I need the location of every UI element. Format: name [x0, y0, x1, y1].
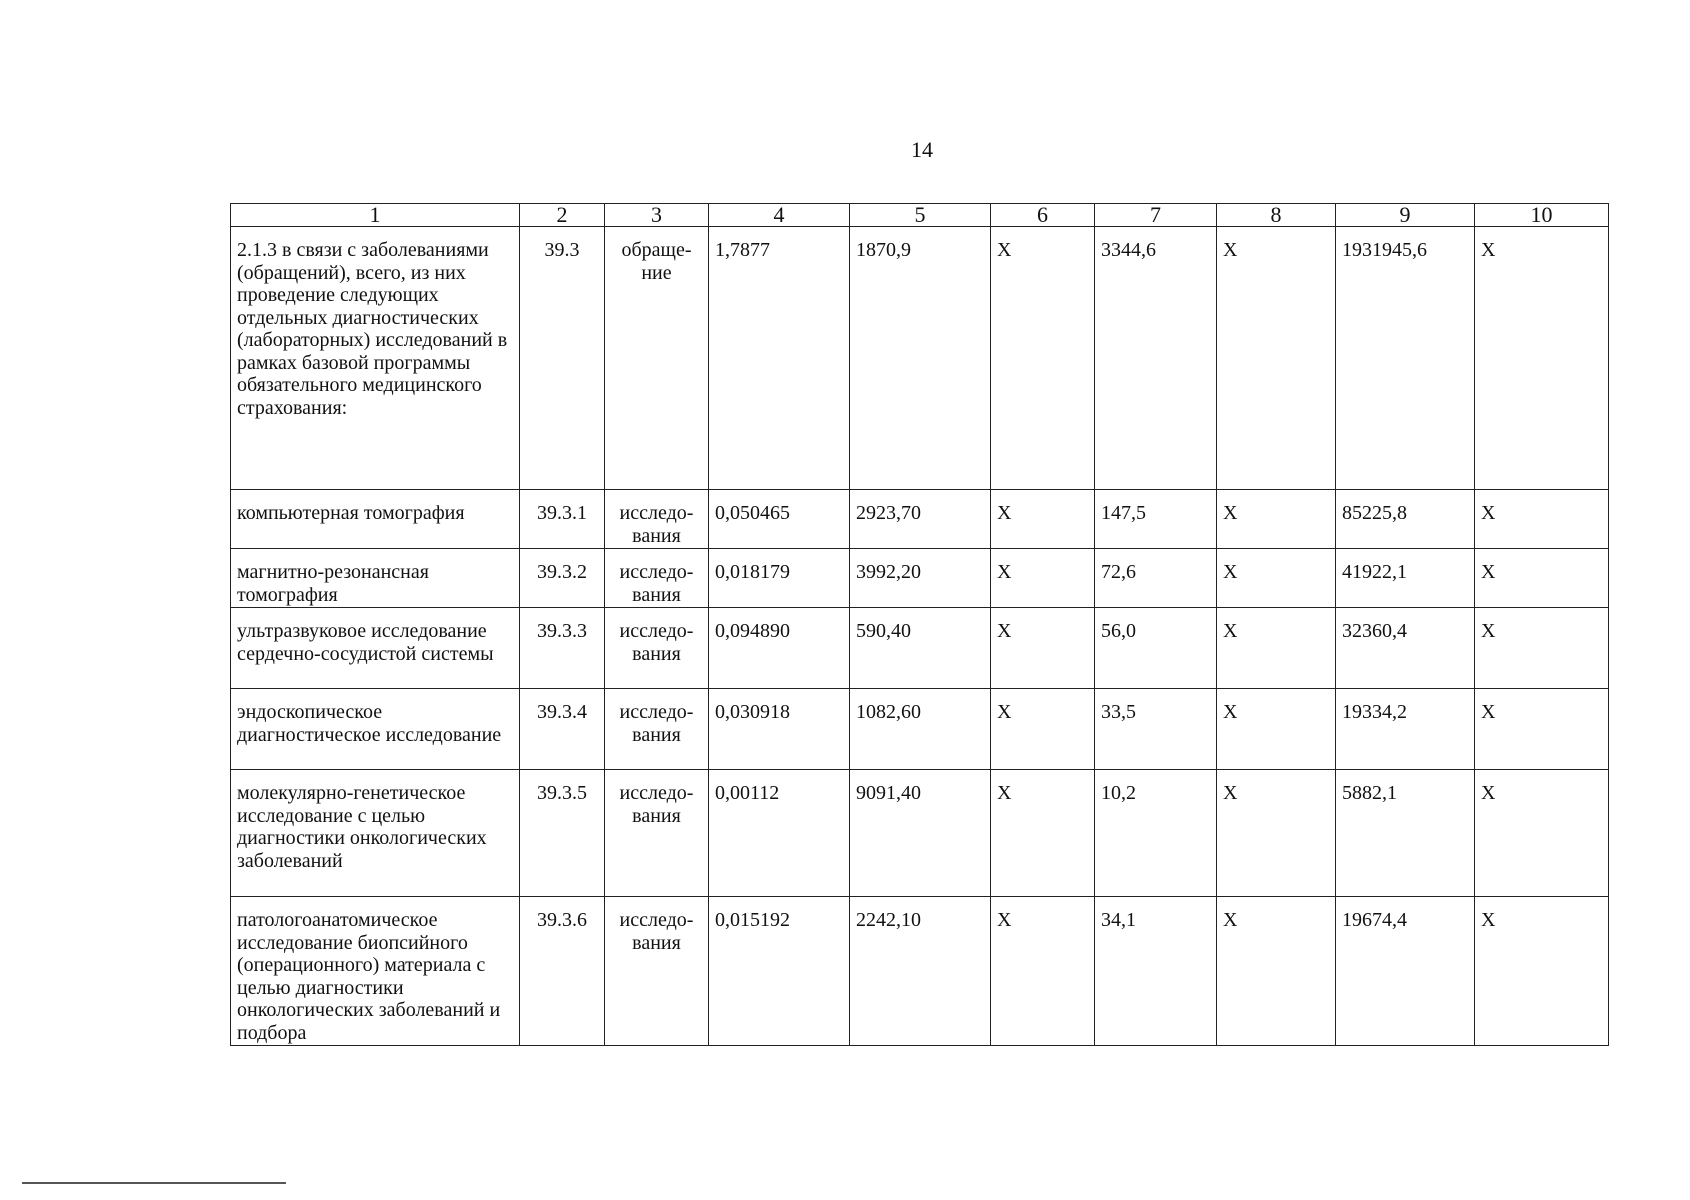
row-value: 0,030918	[709, 689, 850, 770]
row-value: 3344,6	[1095, 227, 1217, 490]
row-value: X	[1217, 549, 1336, 608]
row-value: 56,0	[1095, 608, 1217, 689]
row-name: патологоанатомическое исследование биопсийного (операционного) материала с целью диагностики онкологических заболеваний и подбора	[231, 897, 520, 1046]
row-value: X	[1217, 770, 1336, 897]
row-name: компьютерная томография	[231, 490, 520, 549]
table-header-row	[231, 204, 1609, 227]
row-value: X	[1475, 770, 1609, 897]
footnote-separator-line	[22, 1182, 286, 1184]
row-value: 1870,9	[850, 227, 991, 490]
row-value: 5882,1	[1336, 770, 1475, 897]
column-number: 3	[605, 204, 709, 227]
table-row	[231, 490, 1609, 549]
row-value: 3992,20	[850, 549, 991, 608]
row-unit: исследо-вания	[605, 549, 709, 608]
column-number: 5	[850, 204, 991, 227]
row-code: 39.3.6	[520, 897, 605, 1046]
row-value: X	[1217, 227, 1336, 490]
row-value: 85225,8	[1336, 490, 1475, 549]
row-value: 0,015192	[709, 897, 850, 1046]
row-value: X	[991, 490, 1095, 549]
table-row	[231, 227, 1609, 490]
row-value: 2923,70	[850, 490, 991, 549]
row-value: 9091,40	[850, 770, 991, 897]
row-code: 39.3.2	[520, 549, 605, 608]
column-number: 8	[1217, 204, 1336, 227]
row-unit: исследо-вания	[605, 897, 709, 1046]
row-name: 2.1.3 в связи с заболеваниями (обращений), всего, из них проведение следующих отдельных диагностических (лабораторных) исследований в рамках базовой программы обязательного медицинского страхования:	[231, 227, 520, 490]
row-value: X	[1475, 689, 1609, 770]
row-unit: исследо-вания	[605, 770, 709, 897]
data-table	[230, 203, 1609, 1046]
row-name: ультразвуковое исследование сердечно-сосудистой системы	[231, 608, 520, 689]
row-value: 1082,60	[850, 689, 991, 770]
page-number: 14	[911, 137, 933, 162]
row-value: X	[1475, 227, 1609, 490]
column-number: 9	[1336, 204, 1475, 227]
row-value: X	[1217, 689, 1336, 770]
row-unit: обраще-ние	[605, 227, 709, 490]
row-value: X	[1217, 897, 1336, 1046]
row-unit: исследо-вания	[605, 490, 709, 549]
row-code: 39.3.3	[520, 608, 605, 689]
row-value: 1,7877	[709, 227, 850, 490]
row-name: магнитно-резонансная томография	[231, 549, 520, 608]
row-unit: исследо-вания	[605, 608, 709, 689]
row-value: X	[991, 608, 1095, 689]
row-value: X	[1217, 608, 1336, 689]
row-value: 0,00112	[709, 770, 850, 897]
row-value: 0,018179	[709, 549, 850, 608]
row-value: 34,1	[1095, 897, 1217, 1046]
row-value: X	[1475, 490, 1609, 549]
row-value: X	[991, 227, 1095, 490]
row-value: 0,050465	[709, 490, 850, 549]
row-value: X	[1475, 897, 1609, 1046]
row-value: X	[991, 897, 1095, 1046]
row-value: 19674,4	[1336, 897, 1475, 1046]
row-value: X	[991, 689, 1095, 770]
row-code: 39.3.1	[520, 490, 605, 549]
row-value: X	[1475, 608, 1609, 689]
row-value: 0,094890	[709, 608, 850, 689]
table-row	[231, 770, 1609, 897]
row-value: 1931945,6	[1336, 227, 1475, 490]
row-value: 10,2	[1095, 770, 1217, 897]
column-number: 10	[1475, 204, 1609, 227]
row-name: молекулярно-генетическое исследование с целью диагностики онкологических заболеваний	[231, 770, 520, 897]
table-row	[231, 608, 1609, 689]
row-value: 590,40	[850, 608, 991, 689]
row-value: 2242,10	[850, 897, 991, 1046]
row-code: 39.3.5	[520, 770, 605, 897]
column-number: 4	[709, 204, 850, 227]
row-value: 32360,4	[1336, 608, 1475, 689]
row-name: эндоскопическое диагностическое исследование	[231, 689, 520, 770]
row-value: X	[991, 549, 1095, 608]
row-value: 41922,1	[1336, 549, 1475, 608]
table-row	[231, 897, 1609, 1046]
column-number: 2	[520, 204, 605, 227]
row-value: 19334,2	[1336, 689, 1475, 770]
row-value: 72,6	[1095, 549, 1217, 608]
row-code: 39.3	[520, 227, 605, 490]
row-unit: исследо-вания	[605, 689, 709, 770]
row-value: X	[1475, 549, 1609, 608]
column-number: 6	[991, 204, 1095, 227]
column-number: 1	[231, 204, 520, 227]
row-value: 147,5	[1095, 490, 1217, 549]
row-value: X	[1217, 490, 1336, 549]
table-row	[231, 549, 1609, 608]
column-number: 7	[1095, 204, 1217, 227]
table-row	[231, 689, 1609, 770]
row-code: 39.3.4	[520, 689, 605, 770]
row-value: X	[991, 770, 1095, 897]
row-value: 33,5	[1095, 689, 1217, 770]
